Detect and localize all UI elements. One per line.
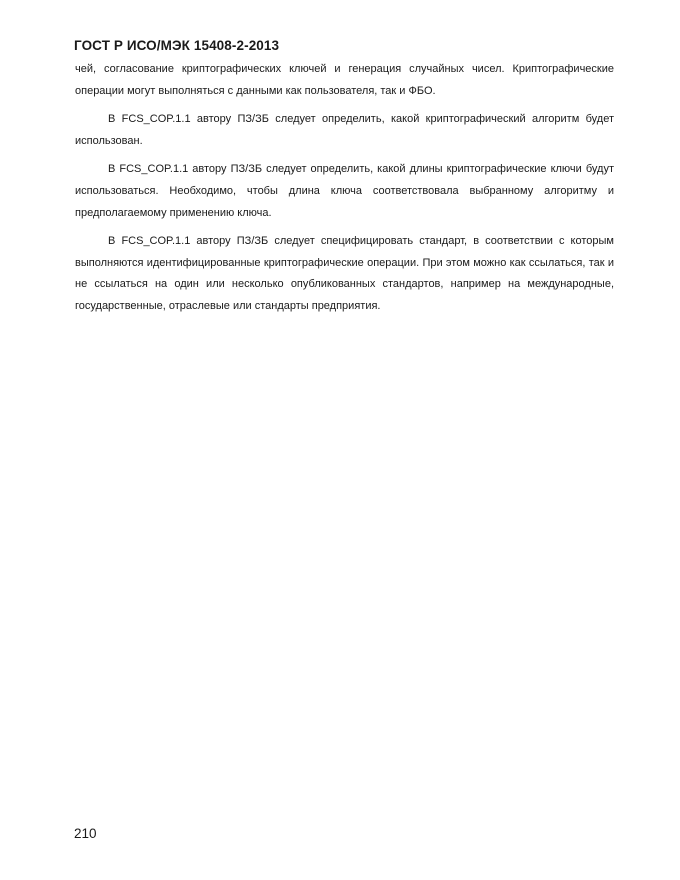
document-body bbox=[75, 59, 614, 325]
paragraph-continuation: чей, согласование криптографических ключей и генерация случайных чисел. Криптографические операции могут выполняться с данными как пользователя, так и ФБО. bbox=[75, 63, 614, 97]
document-header-title: ГОСТ Р ИСО/МЭК 15408-2-2013 bbox=[74, 38, 280, 53]
paragraph-algorithm: В FCS_COP.1.1 автору ПЗ/ЗБ следует определить, какой криптографический алгоритм будет использован. bbox=[75, 113, 614, 147]
paragraph-key-length: В FCS_COP.1.1 автору ПЗ/ЗБ следует определить, какой длины криптографические ключи будут использоваться. Необходимо, чтобы длина ключа соответствовала выбранному алгоритму и предполагаемому применению ключа. bbox=[75, 163, 614, 219]
paragraph-standard: В FCS_COP.1.1 автору ПЗ/ЗБ следует специфицировать стандарт, в соответствии с которым выполняются идентифицированные криптографические операции. При этом можно как ссылаться, так и не ссылаться на один или несколько опубликованных стандартов, например на международные, государственные, отраслевые или стандарты предприятия. bbox=[75, 235, 614, 312]
page-number: 210 bbox=[74, 826, 97, 841]
